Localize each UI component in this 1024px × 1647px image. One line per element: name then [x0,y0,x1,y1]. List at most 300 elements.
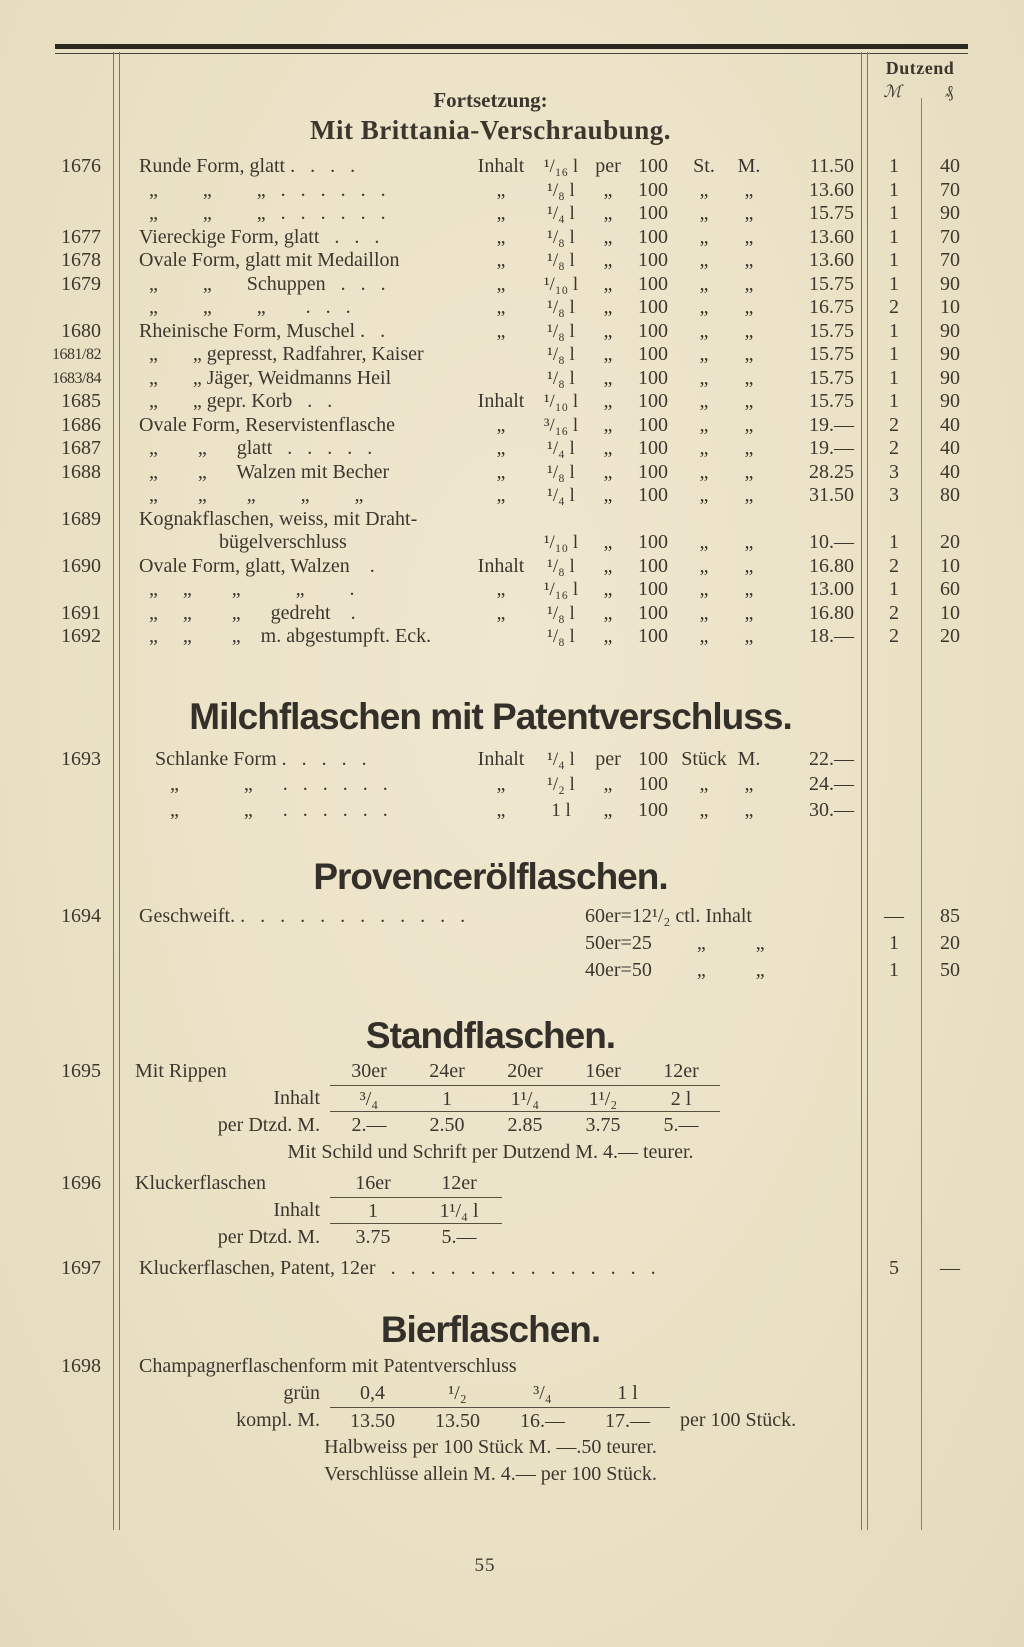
unit-label: „ [699,202,709,224]
mini-table-cell: 16.— [520,1409,565,1432]
unit-label: „ [699,484,709,506]
dutzend-mark: 3 [889,484,899,506]
currency-label: „ [744,202,754,224]
quantity: 100 [638,178,668,201]
per-label: „ [603,390,613,412]
unit-label [680,508,728,532]
item-number: 1685 [61,390,101,412]
content-volume: ¹/₄ l [547,485,575,506]
bierflaschen-size-row [45,1380,978,1407]
quantity: 100 [638,272,668,295]
per-label: „ [603,437,613,459]
quantity: 100 [638,601,668,624]
table-row [45,555,978,579]
table-row [45,625,978,649]
continuation-label: Fortsetzung: [433,88,548,112]
per-label: per [595,155,621,177]
dutzend-pfennig: 40 [940,460,960,483]
content-volume: ¹/₈ l [547,297,575,318]
quantity: 100 [638,773,668,795]
kluckerflaschen-inhalt-row [45,1197,978,1224]
table-row [45,772,978,798]
mini-table-cell: 30er [351,1060,387,1082]
mini-table-cell: 12er [663,1060,699,1082]
currency-label: „ [744,578,754,600]
item-description: „ „ Schuppen . . . [139,272,386,295]
per-label: „ [603,578,613,600]
item-description: Runde Form, glatt . . . . [139,155,356,177]
item-number: 1690 [61,554,101,577]
currency-label: „ [744,366,754,389]
price-values [330,1407,670,1434]
dutzend-mark: 1 [889,202,899,224]
content-volume: ¹/₈ l [547,344,575,365]
currency-label: „ [744,272,754,295]
quantity: 100 [638,437,668,459]
currency-label: „ [744,601,754,624]
unit-label: St. [693,155,715,177]
table-row [45,155,978,179]
content-volume: 1 l [551,799,571,821]
per-label: „ [603,178,613,201]
item-number: 1696 [61,1172,101,1194]
unit-label: „ [699,531,709,553]
content-volume: ¹/₈ l [547,555,575,577]
dutzend-pfennig: 40 [940,413,960,436]
content-volume: ¹/₈ l [547,367,575,389]
inhalt-label: Inhalt [477,747,525,770]
unit-label: „ [699,773,709,795]
content-volume: ¹/₁₆ l [543,156,579,177]
dutzend-pfennig: 85 [940,905,960,927]
price-per-100: 11.50 [809,155,854,177]
dutzend-mark: 2 [889,554,899,577]
dutzend-mark: 3 [889,460,899,483]
table-row [45,343,978,367]
price-per-100: 13.60 [809,225,854,248]
table-row [45,249,978,273]
quantity: 100 [638,413,668,436]
currency-label: „ [744,343,754,365]
table-row [45,226,978,250]
bierflaschen-price-row [45,1407,978,1434]
item-number [45,296,115,320]
per-label: „ [603,625,613,647]
per-label: „ [603,319,613,342]
unit-label: „ [699,319,709,342]
unit-label: „ [699,554,709,577]
currency-label: „ [744,554,754,577]
per-label: „ [603,484,613,506]
dutzend-mark [866,772,922,798]
inhalt-label: „ [496,437,506,459]
item-description: „ „ Walzen mit Becher [139,460,390,483]
dutzend-pfennig: 40 [940,437,960,459]
quantity: 100 [638,390,668,412]
per-label: „ [603,272,613,295]
table-row [45,531,978,555]
quantity: 100 [638,554,668,577]
dutzend-pfennig: 90 [940,366,960,389]
quantity: 100 [638,202,668,224]
inhalt-label [470,343,532,367]
inhalt-values [330,1197,502,1224]
dutzend-mark: 1 [889,959,899,981]
brittania-table [45,155,978,649]
price-per-100: 18.— [809,625,854,647]
per-label: „ [603,202,613,224]
price-per-100: 16.80 [809,554,854,577]
item-number [45,957,115,984]
unit-label: „ [699,178,709,201]
content-volume: ¹/₈ l [547,602,575,624]
inhalt-label: „ [496,249,506,271]
unit-label: „ [699,272,709,295]
mini-table-cell: 1 [368,1200,378,1222]
price-label: kompl. M. [236,1408,320,1431]
item-number [45,531,115,555]
mini-table-cell: ³/₄ [533,1381,552,1404]
currency-label: „ [744,413,754,436]
per-label: „ [603,366,613,389]
item-description: „ „ „ . . . [139,296,351,318]
item-description: „ „ „ m. abgestumpft. Eck. [139,625,432,647]
inhalt-label: „ [496,601,506,624]
table-row [45,296,978,320]
table-row [45,957,978,984]
mini-table-cell: 2.50 [429,1114,465,1136]
quantity: 100 [638,366,668,389]
price-per-100: 19.— [809,413,854,436]
table-row [45,484,978,508]
currency-label: „ [744,437,754,459]
unit-label: „ [699,437,709,459]
currency-label: „ [744,484,754,506]
inhalt-label: Inhalt [273,1199,320,1221]
mini-table-cell: 5.— [441,1226,477,1248]
price-per-100: 31.50 [809,484,854,506]
content-volume: ¹/₂ l [547,774,575,795]
section-title-standflaschen: Standflaschen. [365,1015,616,1056]
mini-table-cell: 13.50 [350,1409,395,1432]
inhalt-label: Inhalt [477,155,525,177]
quantity: 100 [638,747,668,770]
mini-table-cell: 1¹/₄ [510,1088,540,1110]
dutzend-mark: 1 [889,155,899,177]
dutzend-pfennig: 80 [940,484,960,506]
unit-label: „ [699,578,709,600]
item-number [45,772,115,798]
table-row [45,461,978,485]
quantity: 100 [638,531,668,553]
inhalt-label [470,367,532,391]
price-label: per Dtzd. M. [217,1114,320,1136]
per-label: „ [603,531,613,553]
item-number [45,202,115,226]
unit-label: Stück [681,747,727,770]
table-row [45,903,978,930]
dutzend-mark: 2 [889,625,899,647]
page-content [45,88,978,1488]
mini-table-cell: 17.— [605,1409,650,1432]
currency-label: „ [744,798,754,821]
dutzend-mark [866,508,922,532]
item-number: 1691 [61,601,101,624]
item-number: 1689 [61,507,101,530]
currency-label: „ [744,625,754,647]
item-number [45,578,115,602]
price-per-100 [770,508,866,532]
per-label: „ [603,225,613,248]
quantity: 100 [638,155,668,177]
dutzend-pfennig: 40 [940,155,960,177]
table-row [45,1257,978,1281]
item-description: „ „ „ . . . . . . [139,202,386,224]
item-number [45,484,115,508]
dutzend-mark: 1 [889,578,899,600]
bierflaschen-note-verschluesse: Verschlüsse allein M. 4.— per 100 Stück. [324,1462,657,1485]
dutzend-pfennig: 90 [940,343,960,365]
mini-table-cell: 20er [507,1060,543,1082]
unit-label: „ [699,625,709,647]
dutzend-mark: 1 [889,225,899,248]
dutzend-pfennig [922,508,978,532]
currency-label: „ [744,296,754,318]
kluckerflaschen-header-row [45,1170,978,1197]
per-label: „ [603,773,613,795]
quantity: 100 [638,249,668,271]
item-number [45,179,115,203]
price-per-100: 28.25 [809,460,854,483]
price-per-100: 15.75 [809,390,854,412]
table-row [45,273,978,297]
per-100-note: per 100 Stück. [680,1408,797,1431]
unit-label: „ [699,413,709,436]
currency-label: M. [737,155,761,177]
item-number: 1692 [61,625,101,647]
inhalt-label: „ [496,296,506,318]
item-description: bügelverschluss [139,531,347,553]
inhalt-label: „ [496,578,506,600]
dutzend-pfennig: 90 [940,202,960,224]
price-values [330,1112,720,1139]
dutzend-mark: — [884,905,904,927]
price-per-100: 30.— [809,798,854,821]
item-description: Viereckige Form, glatt . . . [139,225,380,248]
table-row [45,320,978,344]
size-and-content: 40er=50 „ „ [585,959,765,981]
dutzend-pfennig: 90 [940,390,960,412]
milchflaschen-table [45,747,978,824]
bierflaschen-note-halbweiss: Halbweiss per 100 Stück M. —.50 teurer. [324,1435,657,1458]
currency-label: „ [744,178,754,201]
price-per-100: 10.— [809,531,854,553]
dutzend-mark: 1 [889,366,899,389]
dutzend-mark: 2 [889,437,899,459]
size-headers [330,1058,720,1085]
dutzend-mark: 2 [889,601,899,624]
column-header-mark-symbol: ℳ [883,82,902,102]
price-per-100: 16.80 [809,601,854,624]
inhalt-label: „ [496,484,506,506]
mini-table-cell: 2.— [351,1114,387,1136]
mini-table-cell: 1 l [617,1381,638,1404]
inhalt-label: „ [496,178,506,201]
price-per-100: 24.— [809,773,854,795]
item-description: „ „ glatt . . . . . [139,437,373,459]
inhalt-label: „ [496,460,506,483]
quantity: 100 [638,460,668,483]
table-row [45,437,978,461]
mini-table-cell: 16er [355,1172,391,1194]
quantity: 100 [638,484,668,506]
table-row [45,747,978,773]
item-description: Ovale Form, glatt mit Medaillon [139,249,400,271]
price-per-100: 15.75 [809,319,854,342]
content-volume: ¹/₈ l [547,226,575,248]
table-row [45,367,978,391]
dutzend-mark: 2 [889,296,899,318]
provenceroelflaschen-table [45,903,978,984]
per-label: „ [603,296,613,318]
mini-table-cell: 16er [585,1060,621,1082]
dutzend-pfennig: 10 [940,296,960,318]
mini-table-cell: 0,4 [360,1381,385,1404]
item-number: 1676 [61,155,101,177]
item-number [45,930,115,957]
mini-table-cell: 1¹/₂ [588,1088,618,1110]
dutzend-pfennig: 90 [940,272,960,295]
item-description: „ „ . . . . . . [155,773,388,795]
column-header-dutzend: Dutzend [885,58,955,78]
inhalt-label: „ [496,202,506,224]
item-number: 1694 [61,905,101,927]
dutzend-mark: 1 [889,390,899,412]
item-description: „ „ „ gedreht . [139,601,356,624]
unit-label: „ [699,343,709,365]
dutzend-mark: 5 [889,1257,899,1279]
section-title-bierflaschen: Bierflaschen. [380,1308,601,1350]
mini-table-cell: 2 l [670,1088,692,1110]
per-label: „ [603,460,613,483]
item-number [45,798,115,824]
per-label: „ [603,601,613,624]
table-row [45,202,978,226]
item-description [115,957,585,984]
currency-label [728,508,770,532]
size-and-content: 50er=25 „ „ [585,932,765,954]
item-number: 1688 [61,460,101,483]
quantity: 100 [638,319,668,342]
inhalt-label: „ [496,798,506,821]
item-description: Rheinische Form, Muschel . . [139,319,386,342]
mini-table-cell: ¹/₂ [448,1381,467,1404]
dutzend-mark [866,747,922,773]
bierflaschen-description-row [45,1353,978,1380]
dutzend-pfennig: 20 [940,531,960,553]
table-row [45,414,978,438]
dutzend-pfennig: 70 [940,249,960,271]
mini-table-cell: 1¹/₄ l [439,1200,479,1222]
kluckerflaschen-price-row [45,1224,978,1251]
per-label [590,508,626,532]
price-per-100: 15.75 [809,343,854,365]
standflaschen-inhalt-row [45,1085,978,1112]
price-label: per Dtzd. M. [217,1226,320,1248]
inhalt-label: „ [496,272,506,295]
item-description: Champagnerflaschenform mit Patentverschluss [139,1354,517,1377]
inhalt-values [330,1085,720,1112]
dutzend-mark: 1 [889,249,899,271]
dutzend-mark: 1 [889,319,899,342]
item-number: 1697 [61,1257,101,1279]
dutzend-pfennig: 90 [940,319,960,342]
dutzend-mark: 1 [889,343,899,365]
inhalt-label: „ [496,319,506,342]
mini-table-cell: 12er [441,1172,477,1194]
content-volume: ¹/₈ l [547,179,575,201]
unit-label: „ [699,798,709,821]
inhalt-label [470,531,532,555]
dutzend-pfennig [922,772,978,798]
inhalt-label: Inhalt [477,554,525,577]
price-per-100: 16.75 [809,296,854,318]
item-number: 1698 [61,1354,101,1377]
mini-table-cell: 5.— [663,1114,699,1136]
item-description: „ „ „ „ „ [139,484,364,506]
dutzend-pfennig [922,798,978,824]
per-label: „ [603,343,613,365]
per-label: „ [603,554,613,577]
unit-label: „ [699,249,709,271]
content-volume: ¹/₈ l [547,320,575,342]
mini-table-cell: 24er [429,1060,465,1082]
color-label: grün [283,1381,320,1404]
item-number: 1683/84 [52,369,101,387]
dutzend-mark: 2 [889,413,899,436]
item-label: Mit Rippen [135,1060,227,1082]
dutzend-mark [866,798,922,824]
content-volume: ¹/₄ l [547,438,575,459]
item-number: 1687 [61,437,101,459]
price-per-100: 22.— [809,747,854,770]
item-description: „ „ . . . . . . [155,798,388,821]
price-per-100: 13.60 [809,178,854,201]
dutzend-pfennig [922,747,978,773]
item-label: Kluckerflaschen [135,1172,267,1194]
item-description: Ovale Form, glatt, Walzen . [139,554,375,577]
mini-table-cell: 3.75 [585,1114,621,1136]
item-description: Geschweift. . . . . . . . . . . . . [139,905,466,927]
dutzend-mark: 1 [889,932,899,954]
item-description: „ „ gepr. Korb . . [139,390,333,412]
unit-label: „ [699,366,709,389]
item-description: „ „ „ . . . . . . [139,178,386,201]
section-title-provenceroelflaschen: Provencerölflaschen. [313,856,668,897]
table-row [45,602,978,626]
dutzend-pfennig: 70 [940,178,960,201]
inhalt-label: „ [496,225,506,248]
per-label: „ [603,413,613,436]
item-number: 1679 [61,272,101,295]
table-row [45,930,978,957]
unit-label: „ [699,601,709,624]
dutzend-pfennig: 50 [940,959,960,981]
section-title-milchflaschen: Milchflaschen mit Patentverschluss. [189,695,792,737]
currency-label: „ [744,249,754,271]
dutzend-mark: 1 [889,272,899,295]
content-volume: ¹/₈ l [547,626,575,647]
